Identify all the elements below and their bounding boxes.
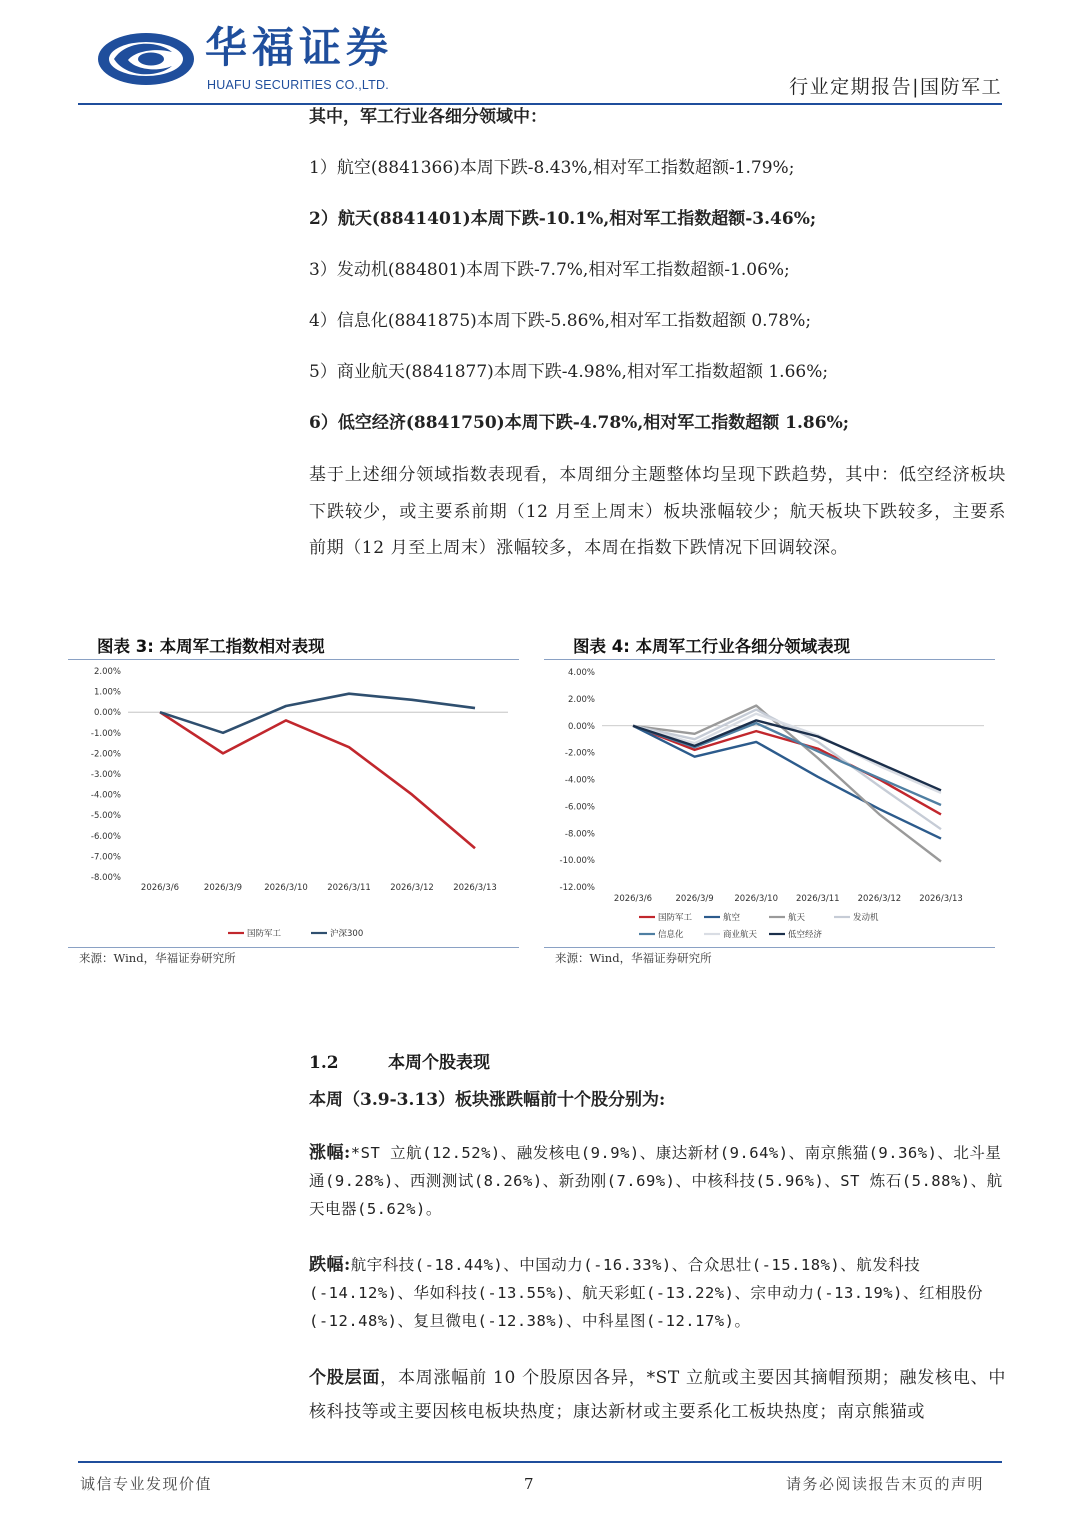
y-tick-label: -4.00%: [90, 790, 121, 801]
y-tick-label: -6.00%: [564, 802, 595, 813]
y-tick-label: -6.00%: [90, 831, 121, 842]
gainers-paragraph: [309, 1139, 1006, 1223]
segment-item: 6）低空经济(8841750)本周下跌-4.78%,相对军工指数超额 1.86%;: [309, 413, 849, 433]
x-tick-label: 2026/3/11: [327, 883, 371, 893]
figure3-line-chart: [68, 660, 520, 946]
section-number: 1.2: [309, 1053, 339, 1073]
y-tick-label: 0.00%: [567, 721, 595, 732]
series-line-沪深300: [160, 694, 475, 733]
segment-item: 1）航空(8841366)本周下跌-8.43%,相对军工指数超额-1.79%;: [309, 158, 795, 178]
y-tick-label: -2.00%: [564, 748, 595, 759]
x-tick-label: 2026/3/10: [264, 883, 308, 893]
section-title: 本周个股表现: [388, 1053, 490, 1073]
footer-divider: [78, 1461, 1002, 1463]
figure4-title: 图表 4: 本周军工行业各细分领域表现: [573, 637, 851, 656]
page-number: 7: [524, 1475, 534, 1493]
segment-item: 4）信息化(8841875)本周下跌-5.86%,相对军工指数超额 0.78%;: [309, 311, 812, 331]
x-tick-label: 2026/3/13: [919, 894, 963, 904]
y-tick-label: -1.00%: [90, 728, 121, 739]
figure3-source: 来源：Wind，华福证券研究所: [79, 951, 236, 965]
losers-label: 跌幅:: [309, 1255, 351, 1275]
y-tick-label: -3.00%: [90, 770, 121, 780]
legend-label: 商业航天: [723, 930, 758, 940]
x-tick-label: 2026/3/9: [675, 894, 714, 904]
y-tick-label: 2.00%: [93, 667, 121, 677]
figure3-title: 图表 3: 本周军工指数相对表现: [97, 637, 325, 656]
segment-item: 2）航天(8841401)本周下跌-10.1%,相对军工指数超额-3.46%;: [309, 209, 817, 229]
huafu-logo-icon: [96, 30, 196, 88]
y-tick-label: 1.00%: [93, 687, 121, 698]
x-tick-label: 2026/3/13: [453, 883, 497, 893]
losers-paragraph: [309, 1251, 1006, 1335]
legend-label: 发动机: [853, 913, 879, 923]
segment-item: 3）发动机(884801)本周下跌-7.7%,相对军工指数超额-1.06%;: [309, 260, 790, 280]
series-line-国防军工: [160, 712, 475, 848]
stocks-heading: 本周（3.9-3.13）板块涨跌幅前十个股分别为:: [309, 1090, 666, 1110]
figure4-line-chart: [544, 660, 996, 946]
summary-paragraph: 基于上述细分领域指数表现看，本周细分主题整体均呈现下跌趋势，其中：低空经济板块下跌较少，或主要系前期（12 月至上周末）板块涨幅较少；航天板块下跌较多，主要系前期（12 月至上周末）涨幅较多，本周在指数下跌情况下回调较深。: [309, 465, 1006, 558]
x-tick-label: 2026/3/10: [734, 894, 778, 904]
x-tick-label: 2026/3/6: [613, 894, 653, 904]
company-name-cn: 华福证券: [205, 23, 394, 72]
company-name-en: HUAFU SECURITIES CO.,LTD.: [207, 78, 389, 92]
figure4-source: 来源：Wind，华福证券研究所: [555, 951, 712, 965]
legend-label: 航空: [723, 913, 741, 923]
legend-label: 信息化: [658, 930, 684, 940]
losers-list: 航宇科技(-18.44%)、中国动力(-16.33%)、合众思壮(-15.18%)、航发科技(-14.12%)、华如科技(-13.55%)、航天彩虹(-13.22%)、宗申动力(-13.19%)、红相股份(-12.48%)、复旦微电(-12.38%)、中科星图(-12.17%)。: [309, 1256, 983, 1330]
x-tick-label: 2026/3/11: [796, 894, 840, 904]
y-tick-label: 0.00%: [93, 708, 121, 719]
x-tick-label: 2026/3/12: [390, 883, 434, 893]
legend-label: 国防军工: [658, 913, 693, 923]
report-type: 行业定期报告|国防军工: [789, 76, 1002, 98]
y-tick-label: 2.00%: [567, 694, 595, 705]
x-tick-label: 2026/3/9: [203, 883, 243, 893]
footer-slogan: 诚信专业发现价值: [80, 1475, 213, 1493]
segment-item: 5）商业航天(8841877)本周下跌-4.98%,相对军工指数超额 1.66%;: [309, 362, 829, 382]
x-tick-label: 2026/3/12: [857, 894, 902, 904]
y-tick-label: -5.00%: [90, 811, 121, 822]
y-tick-label: -7.00%: [90, 852, 121, 863]
gainers-list: *ST 立航(12.52%)、融发核电(9.9%)、康达新材(9.64%)、南京熊猫(9.36%)、北斗星通(9.28%)、西测测试(8.26%)、新劲刚(7.69%)、中核科技(5.96%)、ST 炼石(5.88%)、航天电器(5.62%)。: [309, 1144, 1003, 1218]
legend-label: 国防军工: [247, 929, 282, 939]
stock-level-label: 个股层面: [309, 1368, 381, 1388]
legend-label: 航天: [788, 913, 806, 923]
intro-text: 其中，军工行业各细分领域中：: [309, 107, 547, 127]
y-tick-label: -2.00%: [90, 749, 121, 760]
y-tick-label: 4.00%: [567, 668, 595, 678]
y-tick-label: -12.00%: [559, 883, 595, 893]
x-tick-label: 2026/3/6: [140, 883, 180, 893]
y-tick-label: -8.00%: [90, 873, 121, 883]
y-tick-label: -8.00%: [564, 829, 595, 840]
stock-level-paragraph: [309, 1361, 1006, 1429]
footer-disclaimer: 请务必阅读报告末页的声明: [785, 1475, 984, 1493]
figure3-source-rule: [68, 947, 519, 948]
legend-label: 低空经济: [788, 930, 823, 940]
y-tick-label: -4.00%: [564, 775, 595, 786]
gainers-label: 涨幅:: [309, 1143, 351, 1163]
legend-label: 沪深300: [330, 929, 364, 939]
y-tick-label: -10.00%: [559, 856, 595, 867]
figure4-source-rule: [544, 947, 995, 948]
stock-level-text: ，本周涨幅前 10 个股原因各异，*ST 立航或主要因其摘帽预期；融发核电、中核科技等或主要因核电板块热度；康达新材或主要系化工板块热度；南京熊猫或: [309, 1368, 1007, 1422]
